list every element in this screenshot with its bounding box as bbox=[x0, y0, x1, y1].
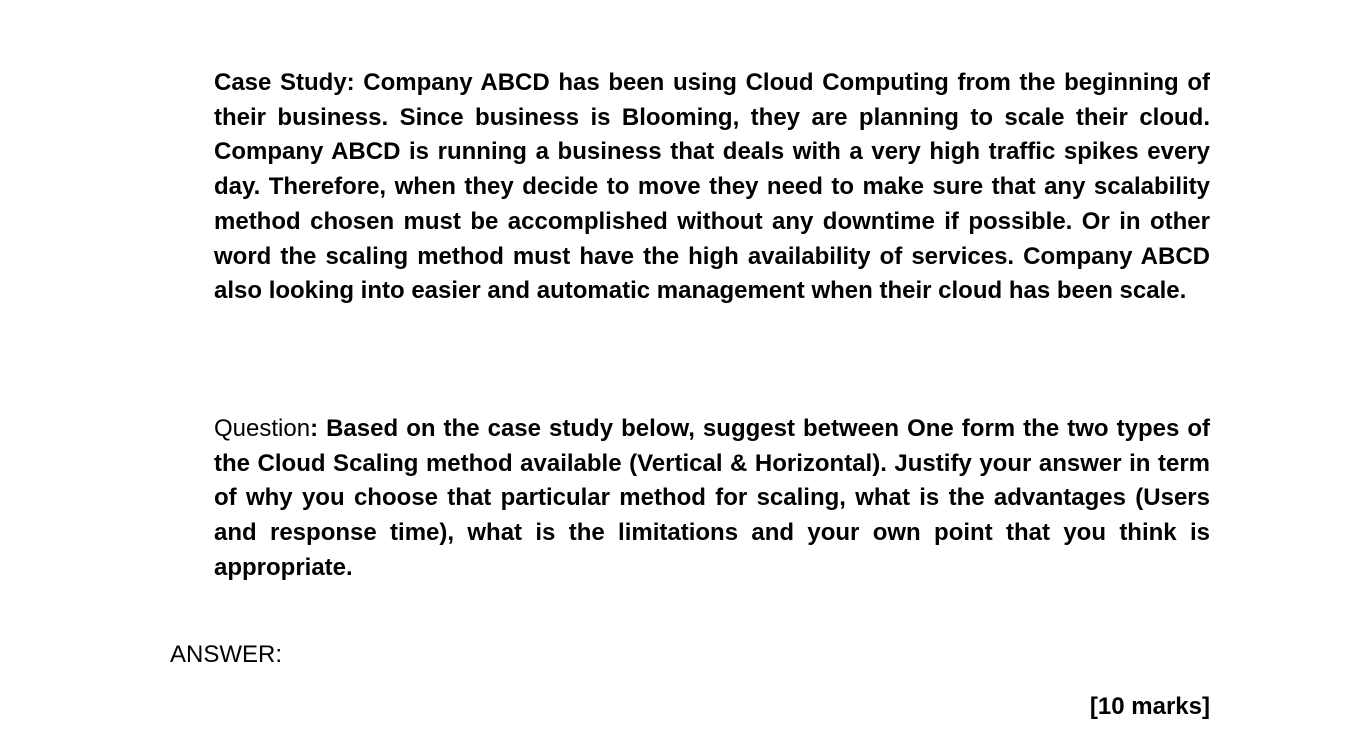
question-paragraph bbox=[214, 412, 1210, 586]
answer-label: ANSWER: bbox=[170, 641, 283, 668]
question-label: Question bbox=[214, 415, 311, 442]
case-study-paragraph: Case Study: Company ABCD has been using Cloud Computing from the beginning of their business. Since business is Blooming, they are planning to scale their cloud. Company ABCD is running a business that deals with a very high traffic spikes every day. Therefore, when they decide to move they need to make sure that any scalability method chosen must be accomplished without any downtime if possible. Or in other word the scaling method must have the high availability of services. Company ABCD also looking into easier and automatic management when their cloud has been scale. bbox=[214, 69, 1210, 305]
question-body: : Based on the case study below, suggest between One form the two types of the Cloud Scaling method available (Vertical & Horizontal). Justify your answer in term of why you choose that particular method for scaling, what is the advantages (Users and response time), what is the limitations and your own point that you think is appropriate. bbox=[214, 415, 1210, 581]
marks-label: [10 marks] bbox=[1089, 693, 1210, 720]
